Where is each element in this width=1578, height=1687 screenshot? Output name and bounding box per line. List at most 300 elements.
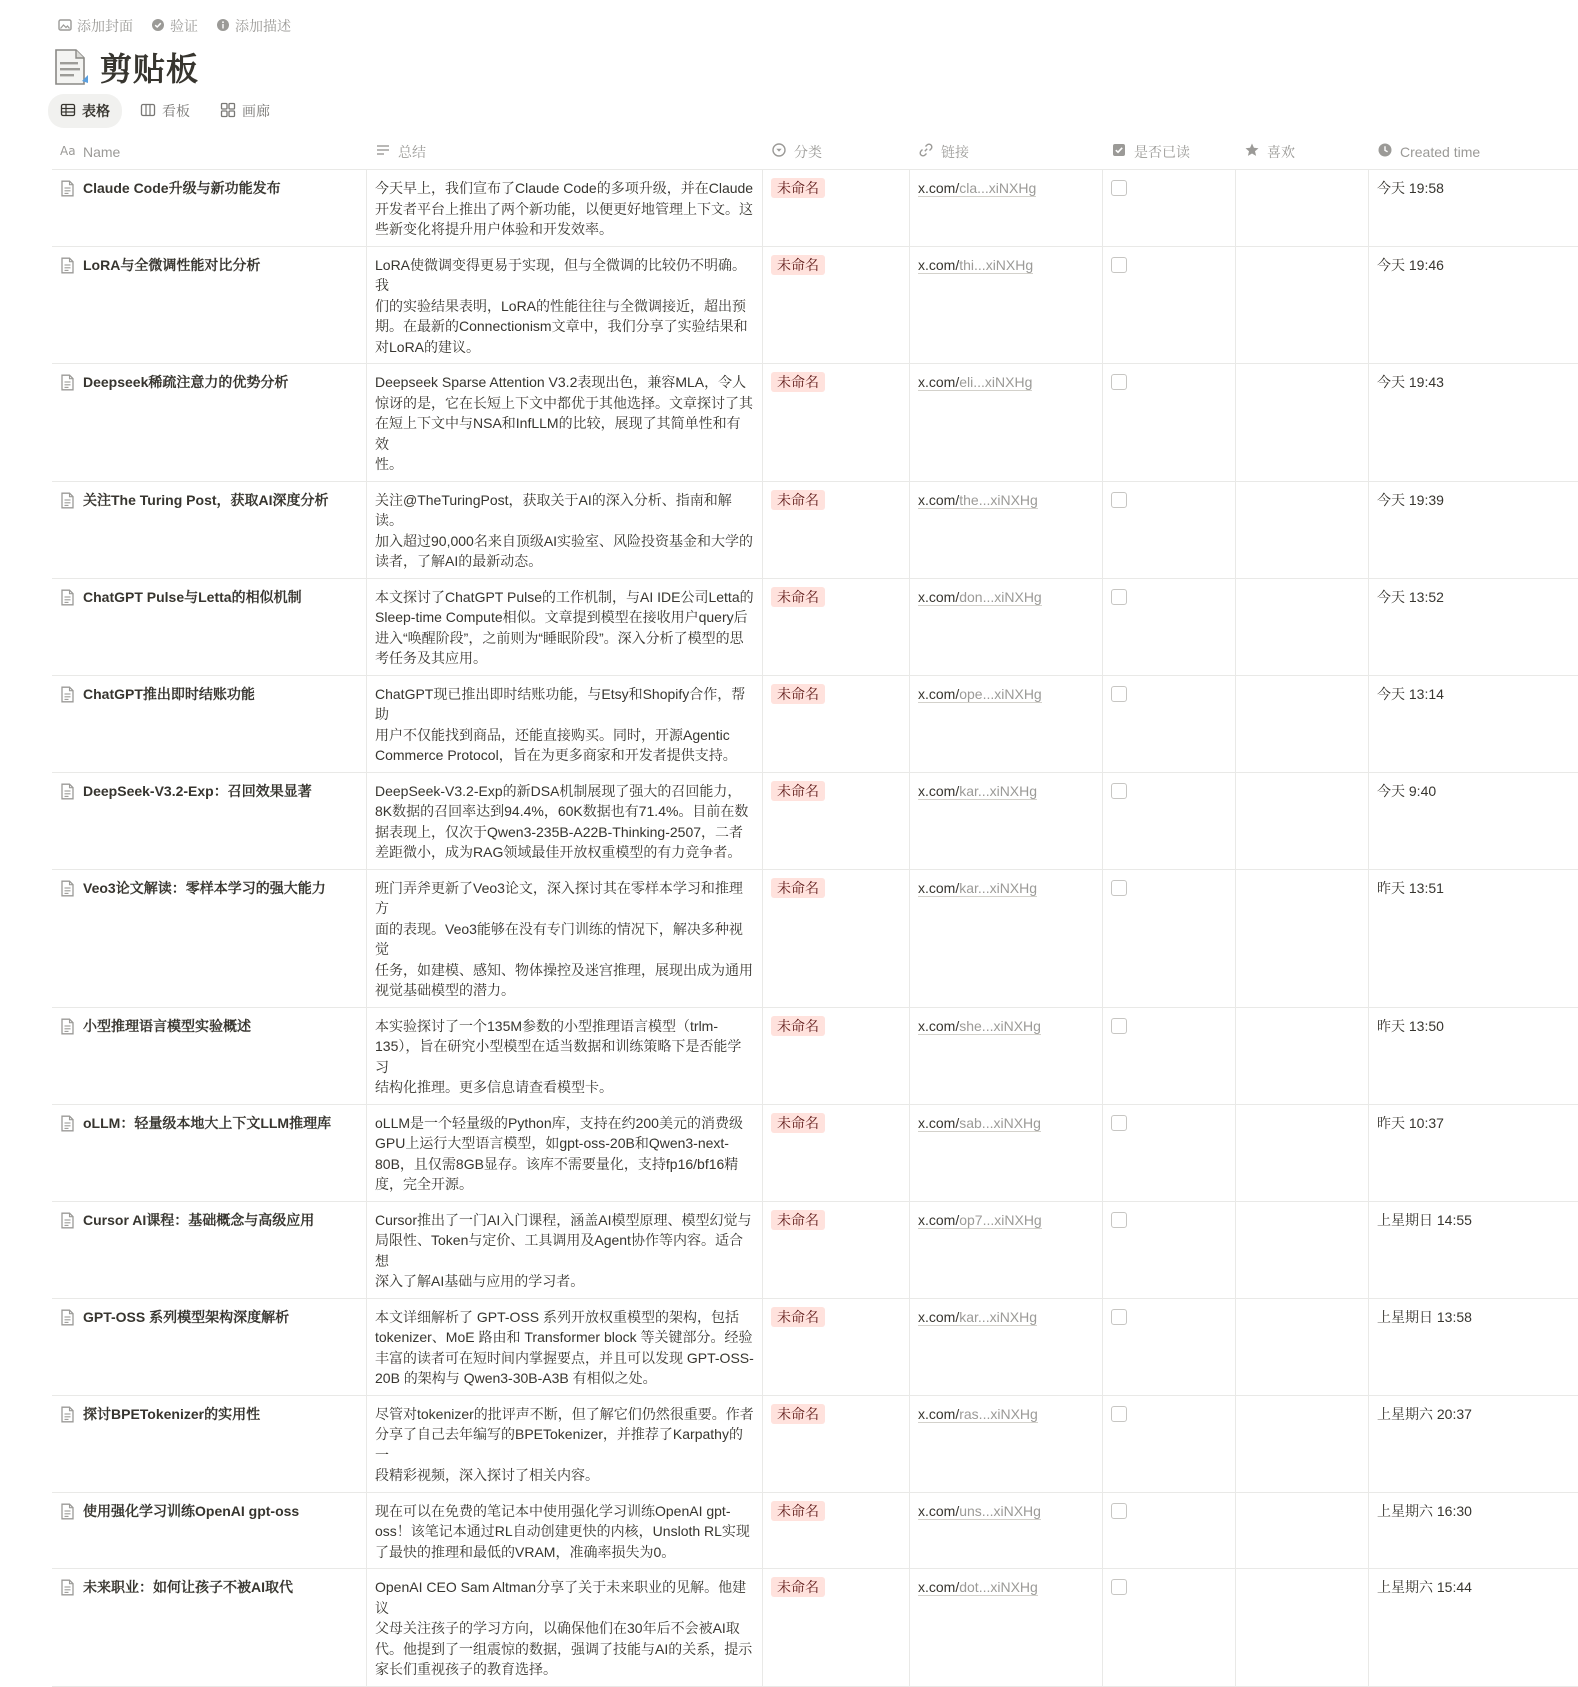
summary-line: LoRA使微调变得更易于实现，但与全微调的比较仍不明确。我 [375, 256, 747, 293]
created-time: 上星期日 13:58 [1377, 1308, 1472, 1325]
url-link[interactable] [918, 783, 1037, 800]
link-cell[interactable] [910, 870, 1103, 1007]
url-host: x.com/ [918, 1502, 960, 1519]
summary-line: 段精彩视频，深入探讨了相关内容。 [375, 1467, 599, 1483]
row-title[interactable]: 小型推理语言模型实验概述 [83, 1017, 251, 1034]
row-name-cell[interactable] [52, 482, 367, 578]
created-cell[interactable] [1369, 1202, 1578, 1298]
summary-line: 今天早上，我们宣布了Claude Code的多项升级，并在Claude [375, 180, 754, 196]
created-time: 上星期六 15:44 [1377, 1579, 1472, 1595]
category-cell[interactable] [763, 1299, 910, 1395]
read-cell[interactable] [1103, 1493, 1236, 1569]
add-cover-button[interactable] [58, 16, 133, 36]
like-cell[interactable] [1236, 1569, 1369, 1686]
summary-line: 在短上下文中与NSA和InfLLM的比较，展现了其简单性和有效 [375, 415, 741, 452]
like-cell[interactable] [1236, 1396, 1369, 1492]
category-cell[interactable] [763, 170, 910, 246]
document-icon [60, 255, 75, 358]
table-row[interactable] [52, 1299, 1578, 1396]
row-name-cell[interactable] [52, 579, 367, 675]
like-cell[interactable] [1236, 364, 1369, 481]
like-cell[interactable] [1236, 1105, 1369, 1201]
url-path: the...xiNXHg [959, 491, 1038, 508]
row-name-cell[interactable] [52, 1008, 367, 1104]
summary-line: ChatGPT现已推出即时结账功能，与Etsy和Shopify合作，帮助 [375, 685, 746, 722]
like-cell[interactable] [1236, 773, 1369, 869]
summary-line: 135），旨在研究小型模型在适当数据和训练策略下是否能学习 [375, 1038, 742, 1075]
tab-board[interactable] [128, 94, 202, 128]
document-icon [60, 878, 75, 1001]
category-cell[interactable] [763, 1569, 910, 1686]
link-cell[interactable] [910, 773, 1103, 869]
created-cell[interactable] [1369, 1493, 1578, 1569]
read-checkbox[interactable] [1111, 1018, 1127, 1034]
row-name-cell[interactable] [52, 170, 367, 246]
category-cell[interactable] [763, 1008, 910, 1104]
summary-cell[interactable] [367, 1299, 763, 1395]
like-cell[interactable] [1236, 170, 1369, 246]
summary-cell[interactable] [367, 1569, 763, 1686]
row-title[interactable]: Claude Code升级与新功能发布 [83, 180, 281, 196]
table-row[interactable] [52, 1396, 1578, 1493]
summary-line: 们的实验结果表明，LoRA的性能往往与全微调接近，超出预 [375, 297, 747, 314]
url-path: uns...xiNXHg [959, 1502, 1041, 1519]
created-time: 今天 19:39 [1377, 491, 1444, 508]
summary-line: 度，完全开源。 [375, 1176, 473, 1192]
table-row[interactable] [52, 676, 1578, 773]
table-row[interactable] [52, 773, 1578, 870]
read-cell[interactable] [1103, 579, 1236, 675]
row-name-cell[interactable] [52, 1299, 367, 1395]
row-title[interactable]: ChatGPT推出即时结账功能 [83, 685, 255, 702]
category-tag: 未命名 [771, 1404, 825, 1424]
summary-line: 性。 [375, 456, 403, 472]
document-icon [60, 490, 75, 572]
url-path: thi...xiNXHg [959, 256, 1034, 273]
link-cell[interactable] [910, 247, 1103, 364]
summary-line: 80B，且仅需8GB显存。该库不需要量化，支持fp16/bf16精 [375, 1155, 739, 1172]
summary-cell[interactable] [367, 870, 763, 1007]
category-cell[interactable] [763, 1105, 910, 1201]
text-aa-icon [60, 142, 76, 161]
read-checkbox[interactable] [1111, 1309, 1127, 1325]
url-host: x.com/ [918, 374, 960, 390]
created-cell[interactable] [1369, 1396, 1578, 1492]
table-row[interactable] [52, 247, 1578, 365]
read-cell[interactable] [1103, 247, 1236, 364]
summary-line: 惊讶的是，它在长短上下文中都优于其他选择。文章探讨了其 [375, 394, 753, 411]
table-row[interactable] [52, 1202, 1578, 1299]
tab-gallery[interactable] [208, 94, 282, 128]
created-cell[interactable] [1369, 1299, 1578, 1395]
add-description-label: 添加描述 [235, 18, 291, 34]
summary-line: 加入超过90,000名来自顶级AI实验室、风险投资基金和大学的 [375, 532, 754, 549]
like-cell[interactable] [1236, 579, 1369, 675]
created-cell[interactable] [1369, 676, 1578, 772]
column-header-label: Name [83, 143, 121, 160]
category-tag: 未命名 [771, 1501, 825, 1521]
row-title[interactable]: Cursor AI课程：基础概念与高级应用 [83, 1211, 315, 1228]
url-link[interactable] [918, 257, 1033, 274]
row-name-cell[interactable] [52, 676, 367, 772]
category-tag: 未命名 [771, 1307, 825, 1327]
like-cell[interactable] [1236, 870, 1369, 1007]
read-cell[interactable] [1103, 170, 1236, 246]
summary-line: 丰富的读者可在短时间内掌握要点，并且可以发现 GPT-OSS- [375, 1349, 754, 1366]
row-name-cell[interactable] [52, 1493, 367, 1569]
url-link[interactable] [918, 1309, 1037, 1326]
link-cell[interactable] [910, 579, 1103, 675]
board-icon [140, 102, 156, 121]
created-time: 今天 19:58 [1377, 180, 1444, 196]
read-cell[interactable] [1103, 1008, 1236, 1104]
column-header-label: 链接 [941, 143, 969, 160]
link-cell[interactable] [910, 1105, 1103, 1201]
created-time: 昨天 13:51 [1377, 879, 1444, 896]
summary-cell[interactable] [367, 676, 763, 772]
summary-cell[interactable] [367, 1008, 763, 1104]
read-checkbox[interactable] [1111, 1212, 1127, 1228]
table-header [52, 134, 1578, 170]
category-cell[interactable] [763, 579, 910, 675]
category-cell[interactable] [763, 1202, 910, 1298]
summary-line: 20B 的架构与 Qwen3-30B-A3B 有相似之处。 [375, 1370, 657, 1386]
verify-button[interactable] [151, 16, 198, 36]
row-title[interactable]: 使用强化学习训练OpenAI gpt-oss [83, 1502, 300, 1519]
add-description-button[interactable] [216, 16, 291, 36]
summary-cell[interactable] [367, 579, 763, 675]
table-icon [60, 102, 76, 121]
read-checkbox[interactable] [1111, 374, 1127, 390]
link-cell[interactable] [910, 1008, 1103, 1104]
url-host: x.com/ [918, 879, 960, 896]
summary-line: 班门弄斧更新了Veo3论文，深入探讨其在零样本学习和推理方 [375, 879, 743, 916]
document-icon [60, 178, 75, 240]
url-host: x.com/ [918, 782, 960, 799]
document-icon [60, 372, 75, 475]
table-row[interactable] [52, 364, 1578, 482]
read-checkbox[interactable] [1111, 1406, 1127, 1422]
created-cell[interactable] [1369, 247, 1578, 364]
row-name-cell[interactable] [52, 1202, 367, 1298]
row-title[interactable]: Deepseek稀疏注意力的优势分析 [83, 374, 289, 390]
url-path: she...xiNXHg [959, 1017, 1041, 1034]
summary-line: oLLM是一个轻量级的Python库，支持在约200美元的消费级 [375, 1114, 743, 1131]
star-icon [1244, 142, 1260, 161]
category-cell[interactable] [763, 364, 910, 481]
tab-table-label: 表格 [82, 103, 110, 119]
row-name-cell[interactable] [52, 1396, 367, 1492]
read-checkbox[interactable] [1111, 589, 1127, 605]
read-checkbox[interactable] [1111, 783, 1127, 799]
url-host: x.com/ [918, 1308, 960, 1325]
document-icon [60, 684, 75, 766]
column-header-like[interactable] [1236, 134, 1369, 169]
column-header-read[interactable] [1103, 134, 1236, 169]
row-name-cell[interactable] [52, 364, 367, 481]
gallery-icon [220, 102, 236, 121]
database-table [52, 134, 1578, 1687]
created-cell[interactable] [1369, 1569, 1578, 1686]
summary-cell[interactable] [367, 773, 763, 869]
category-tag: 未命名 [771, 878, 825, 898]
summary-line: Cursor推出了一门AI入门课程，涵盖AI模型原理、模型幻觉与 [375, 1211, 752, 1228]
column-header-created[interactable] [1369, 134, 1578, 169]
document-icon [60, 1113, 75, 1195]
summary-line: 本文详细解析了 GPT-OSS 系列开放权重模型的架构，包括 [375, 1308, 740, 1325]
select-icon [771, 142, 787, 161]
link-cell[interactable] [910, 1202, 1103, 1298]
document-icon [60, 1210, 75, 1292]
row-title[interactable]: 关注The Turing Post，获取AI深度分析 [83, 491, 329, 508]
summary-line: GPU上运行大型语言模型，如gpt-oss-20B和Qwen3-next- [375, 1135, 729, 1151]
link-cell[interactable] [910, 1299, 1103, 1395]
table-row[interactable] [52, 1493, 1578, 1570]
summary-cell[interactable] [367, 247, 763, 364]
url-link[interactable] [918, 1212, 1042, 1229]
row-name-cell[interactable] [52, 1105, 367, 1201]
url-host: x.com/ [918, 1405, 960, 1422]
category-tag: 未命名 [771, 178, 825, 198]
url-link[interactable] [918, 1115, 1041, 1132]
category-tag: 未命名 [771, 684, 825, 704]
row-title[interactable]: DeepSeek-V3.2-Exp：召回效果显著 [83, 782, 312, 799]
row-title[interactable]: 未来职业：如何让孩子不被AI取代 [83, 1579, 293, 1595]
page-header [52, 44, 199, 90]
summary-cell[interactable] [367, 1396, 763, 1492]
url-host: x.com/ [918, 256, 960, 273]
summary-line: 开发者平台上推出了两个新功能，以便更好地管理上下文。这 [375, 200, 753, 217]
url-link[interactable] [918, 374, 1032, 391]
read-cell[interactable] [1103, 1299, 1236, 1395]
row-name-cell[interactable] [52, 773, 367, 869]
link-cell[interactable] [910, 364, 1103, 481]
svg-text:Aa: Aa [60, 144, 76, 158]
url-path: ope...xiNXHg [959, 685, 1042, 702]
summary-line: Deepseek Sparse Attention V3.2表现出色，兼容MLA，令人 [375, 374, 747, 390]
summary-cell[interactable] [367, 364, 763, 481]
summary-line: 本文探讨了ChatGPT Pulse的工作机制，与AI IDE公司Letta的 [375, 588, 754, 605]
url-link[interactable] [918, 492, 1038, 509]
read-checkbox[interactable] [1111, 1579, 1127, 1595]
read-checkbox[interactable] [1111, 686, 1127, 702]
summary-line: Sleep-time Compute相似。文章提到模型在接收用户query后 [375, 609, 748, 625]
category-cell[interactable] [763, 247, 910, 364]
url-host: x.com/ [918, 588, 960, 605]
url-link[interactable] [918, 1579, 1038, 1596]
row-title[interactable]: LoRA与全微调性能对比分析 [83, 256, 261, 273]
category-tag: 未命名 [771, 1210, 825, 1230]
summary-line: 代。他提到了一组震惊的数据，强调了技能与AI的关系，提示 [375, 1640, 753, 1657]
clock-icon [1377, 142, 1393, 161]
column-header-category[interactable] [763, 134, 910, 169]
link-cell[interactable] [910, 482, 1103, 578]
summary-line: OpenAI CEO Sam Altman分享了关于未来职业的见解。他建议 [375, 1579, 747, 1616]
row-title[interactable]: GPT-OSS 系列模型架构深度解析 [83, 1308, 290, 1325]
row-title[interactable]: ChatGPT Pulse与Letta的相似机制 [83, 588, 302, 605]
read-checkbox[interactable] [1111, 257, 1127, 273]
url-host: x.com/ [918, 1579, 960, 1595]
column-header-summary[interactable] [367, 134, 763, 169]
summary-cell[interactable] [367, 170, 763, 246]
url-link[interactable] [918, 686, 1042, 703]
created-cell[interactable] [1369, 1105, 1578, 1201]
like-cell[interactable] [1236, 1299, 1369, 1395]
column-header-label: 总结 [398, 143, 426, 160]
category-cell[interactable] [763, 676, 910, 772]
category-cell[interactable] [763, 773, 910, 869]
read-cell[interactable] [1103, 364, 1236, 481]
created-cell[interactable] [1369, 579, 1578, 675]
document-icon [60, 1501, 75, 1563]
summary-line: 期。在最新的Connectionism文章中，我们分享了实验结果和 [375, 318, 748, 334]
read-cell[interactable] [1103, 1202, 1236, 1298]
column-header-name[interactable] [52, 134, 367, 169]
row-name-cell[interactable] [52, 870, 367, 1007]
created-cell[interactable] [1369, 482, 1578, 578]
verify-label: 验证 [170, 18, 198, 34]
read-checkbox[interactable] [1111, 880, 1127, 896]
category-tag: 未命名 [771, 490, 825, 510]
like-cell[interactable] [1236, 1008, 1369, 1104]
created-time: 今天 19:46 [1377, 256, 1444, 273]
table-row[interactable] [52, 870, 1578, 1008]
read-checkbox[interactable] [1111, 1115, 1127, 1131]
read-cell[interactable] [1103, 676, 1236, 772]
row-title[interactable]: 探讨BPETokenizer的实用性 [83, 1405, 261, 1422]
url-link[interactable] [918, 589, 1042, 606]
document-icon[interactable] [52, 47, 90, 87]
summary-line: oss！该笔记本通过RL自动创建更快的内核，Unsloth RL实现 [375, 1523, 750, 1539]
column-header-label: 喜欢 [1267, 143, 1295, 160]
document-icon [60, 1016, 75, 1098]
category-cell[interactable] [763, 1493, 910, 1569]
created-cell[interactable] [1369, 870, 1578, 1007]
created-time: 今天 9:40 [1377, 782, 1437, 799]
summary-cell[interactable] [367, 1202, 763, 1298]
category-tag: 未命名 [771, 781, 825, 801]
category-tag: 未命名 [771, 587, 825, 607]
created-time: 上星期日 14:55 [1377, 1211, 1472, 1228]
url-link[interactable] [918, 1018, 1041, 1035]
link-cell[interactable] [910, 170, 1103, 246]
summary-line: 对LoRA的建议。 [375, 338, 481, 355]
created-time: 今天 13:14 [1377, 685, 1444, 702]
read-cell[interactable] [1103, 1569, 1236, 1686]
category-cell[interactable] [763, 482, 910, 578]
tab-table[interactable] [48, 94, 122, 128]
summary-line: DeepSeek-V3.2-Exp的新DSA机制展现了强大的召回能力， [375, 782, 742, 799]
read-checkbox[interactable] [1111, 180, 1127, 196]
summary-line: 视觉基础模型的潜力。 [375, 982, 515, 998]
url-host: x.com/ [918, 180, 960, 196]
read-cell[interactable] [1103, 482, 1236, 578]
created-time: 今天 13:52 [1377, 588, 1444, 605]
link-cell[interactable] [910, 1396, 1103, 1492]
url-path: cla...xiNXHg [959, 180, 1037, 196]
created-cell[interactable] [1369, 364, 1578, 481]
read-cell[interactable] [1103, 870, 1236, 1007]
read-checkbox[interactable] [1111, 492, 1127, 508]
created-cell[interactable] [1369, 170, 1578, 246]
table-row[interactable] [52, 1008, 1578, 1105]
created-cell[interactable] [1369, 1008, 1578, 1104]
table-row[interactable] [52, 1569, 1578, 1687]
row-name-cell[interactable] [52, 247, 367, 364]
row-title[interactable]: oLLM：轻量级本地大上下文LLM推理库 [83, 1114, 332, 1131]
page-actions [58, 16, 291, 36]
url-host: x.com/ [918, 1114, 960, 1131]
read-cell[interactable] [1103, 1396, 1236, 1492]
link-cell[interactable] [910, 1493, 1103, 1569]
like-cell[interactable] [1236, 1493, 1369, 1569]
like-cell[interactable] [1236, 1202, 1369, 1298]
summary-line: 读者，了解AI的最新动态。 [375, 553, 543, 569]
table-row[interactable] [52, 1105, 1578, 1202]
summary-line: 据表现上，仅次于Qwen3-235B-A22B-Thinking-2507，二者 [375, 823, 744, 840]
url-link[interactable] [918, 1406, 1038, 1423]
summary-line: 家长们重视孩子的教育选择。 [375, 1661, 557, 1677]
row-name-cell[interactable] [52, 1569, 367, 1686]
read-cell[interactable] [1103, 1105, 1236, 1201]
like-cell[interactable] [1236, 482, 1369, 578]
row-title[interactable]: Veo3论文解读：零样本学习的强大能力 [83, 879, 326, 896]
summary-cell[interactable] [367, 482, 763, 578]
summary-line: 面的表现。Veo3能够在没有专门训练的情况下，解决多种视觉 [375, 920, 743, 957]
read-checkbox[interactable] [1111, 1503, 1127, 1519]
page-title[interactable]: 剪贴板 [100, 51, 200, 87]
column-header-label: 分类 [794, 143, 822, 160]
table-row[interactable] [52, 170, 1578, 247]
summary-line: 些新变化将提升用户体验和开发效率。 [375, 221, 613, 237]
url-path: kar...xiNXHg [959, 879, 1038, 896]
url-host: x.com/ [918, 685, 960, 702]
summary-cell[interactable] [367, 1493, 763, 1569]
image-icon [58, 18, 72, 35]
created-time: 上星期六 16:30 [1377, 1502, 1472, 1519]
link-cell[interactable] [910, 676, 1103, 772]
summary-cell[interactable] [367, 1105, 763, 1201]
url-path: ras...xiNXHg [959, 1405, 1038, 1422]
like-cell[interactable] [1236, 247, 1369, 364]
summary-line: 8K数据的召回率达到94.4%，60K数据也有71.4%。目前在数 [375, 803, 749, 819]
text-lines-icon [375, 142, 391, 161]
url-path: eli...xiNXHg [959, 374, 1033, 390]
url-link[interactable] [918, 180, 1036, 197]
category-cell[interactable] [763, 870, 910, 1007]
tab-gallery-label: 画廊 [242, 103, 270, 119]
column-header-label: 是否已读 [1134, 143, 1190, 160]
table-row[interactable] [52, 579, 1578, 676]
created-time: 今天 19:43 [1377, 374, 1444, 390]
url-path: dot...xiNXHg [959, 1579, 1038, 1595]
read-cell[interactable] [1103, 773, 1236, 869]
like-cell[interactable] [1236, 676, 1369, 772]
url-host: x.com/ [918, 1017, 960, 1034]
tab-board-label: 看板 [162, 103, 190, 119]
url-link[interactable] [918, 1503, 1041, 1520]
summary-line: 深入了解AI基础与应用的学习者。 [375, 1273, 585, 1289]
table-row[interactable] [52, 482, 1578, 579]
document-icon [60, 1404, 75, 1486]
document-icon [60, 781, 75, 863]
url-link[interactable] [918, 880, 1037, 897]
link-cell[interactable] [910, 1569, 1103, 1686]
table-body [52, 170, 1578, 1687]
created-cell[interactable] [1369, 773, 1578, 869]
column-header-link[interactable] [910, 134, 1103, 169]
category-cell[interactable] [763, 1396, 910, 1492]
